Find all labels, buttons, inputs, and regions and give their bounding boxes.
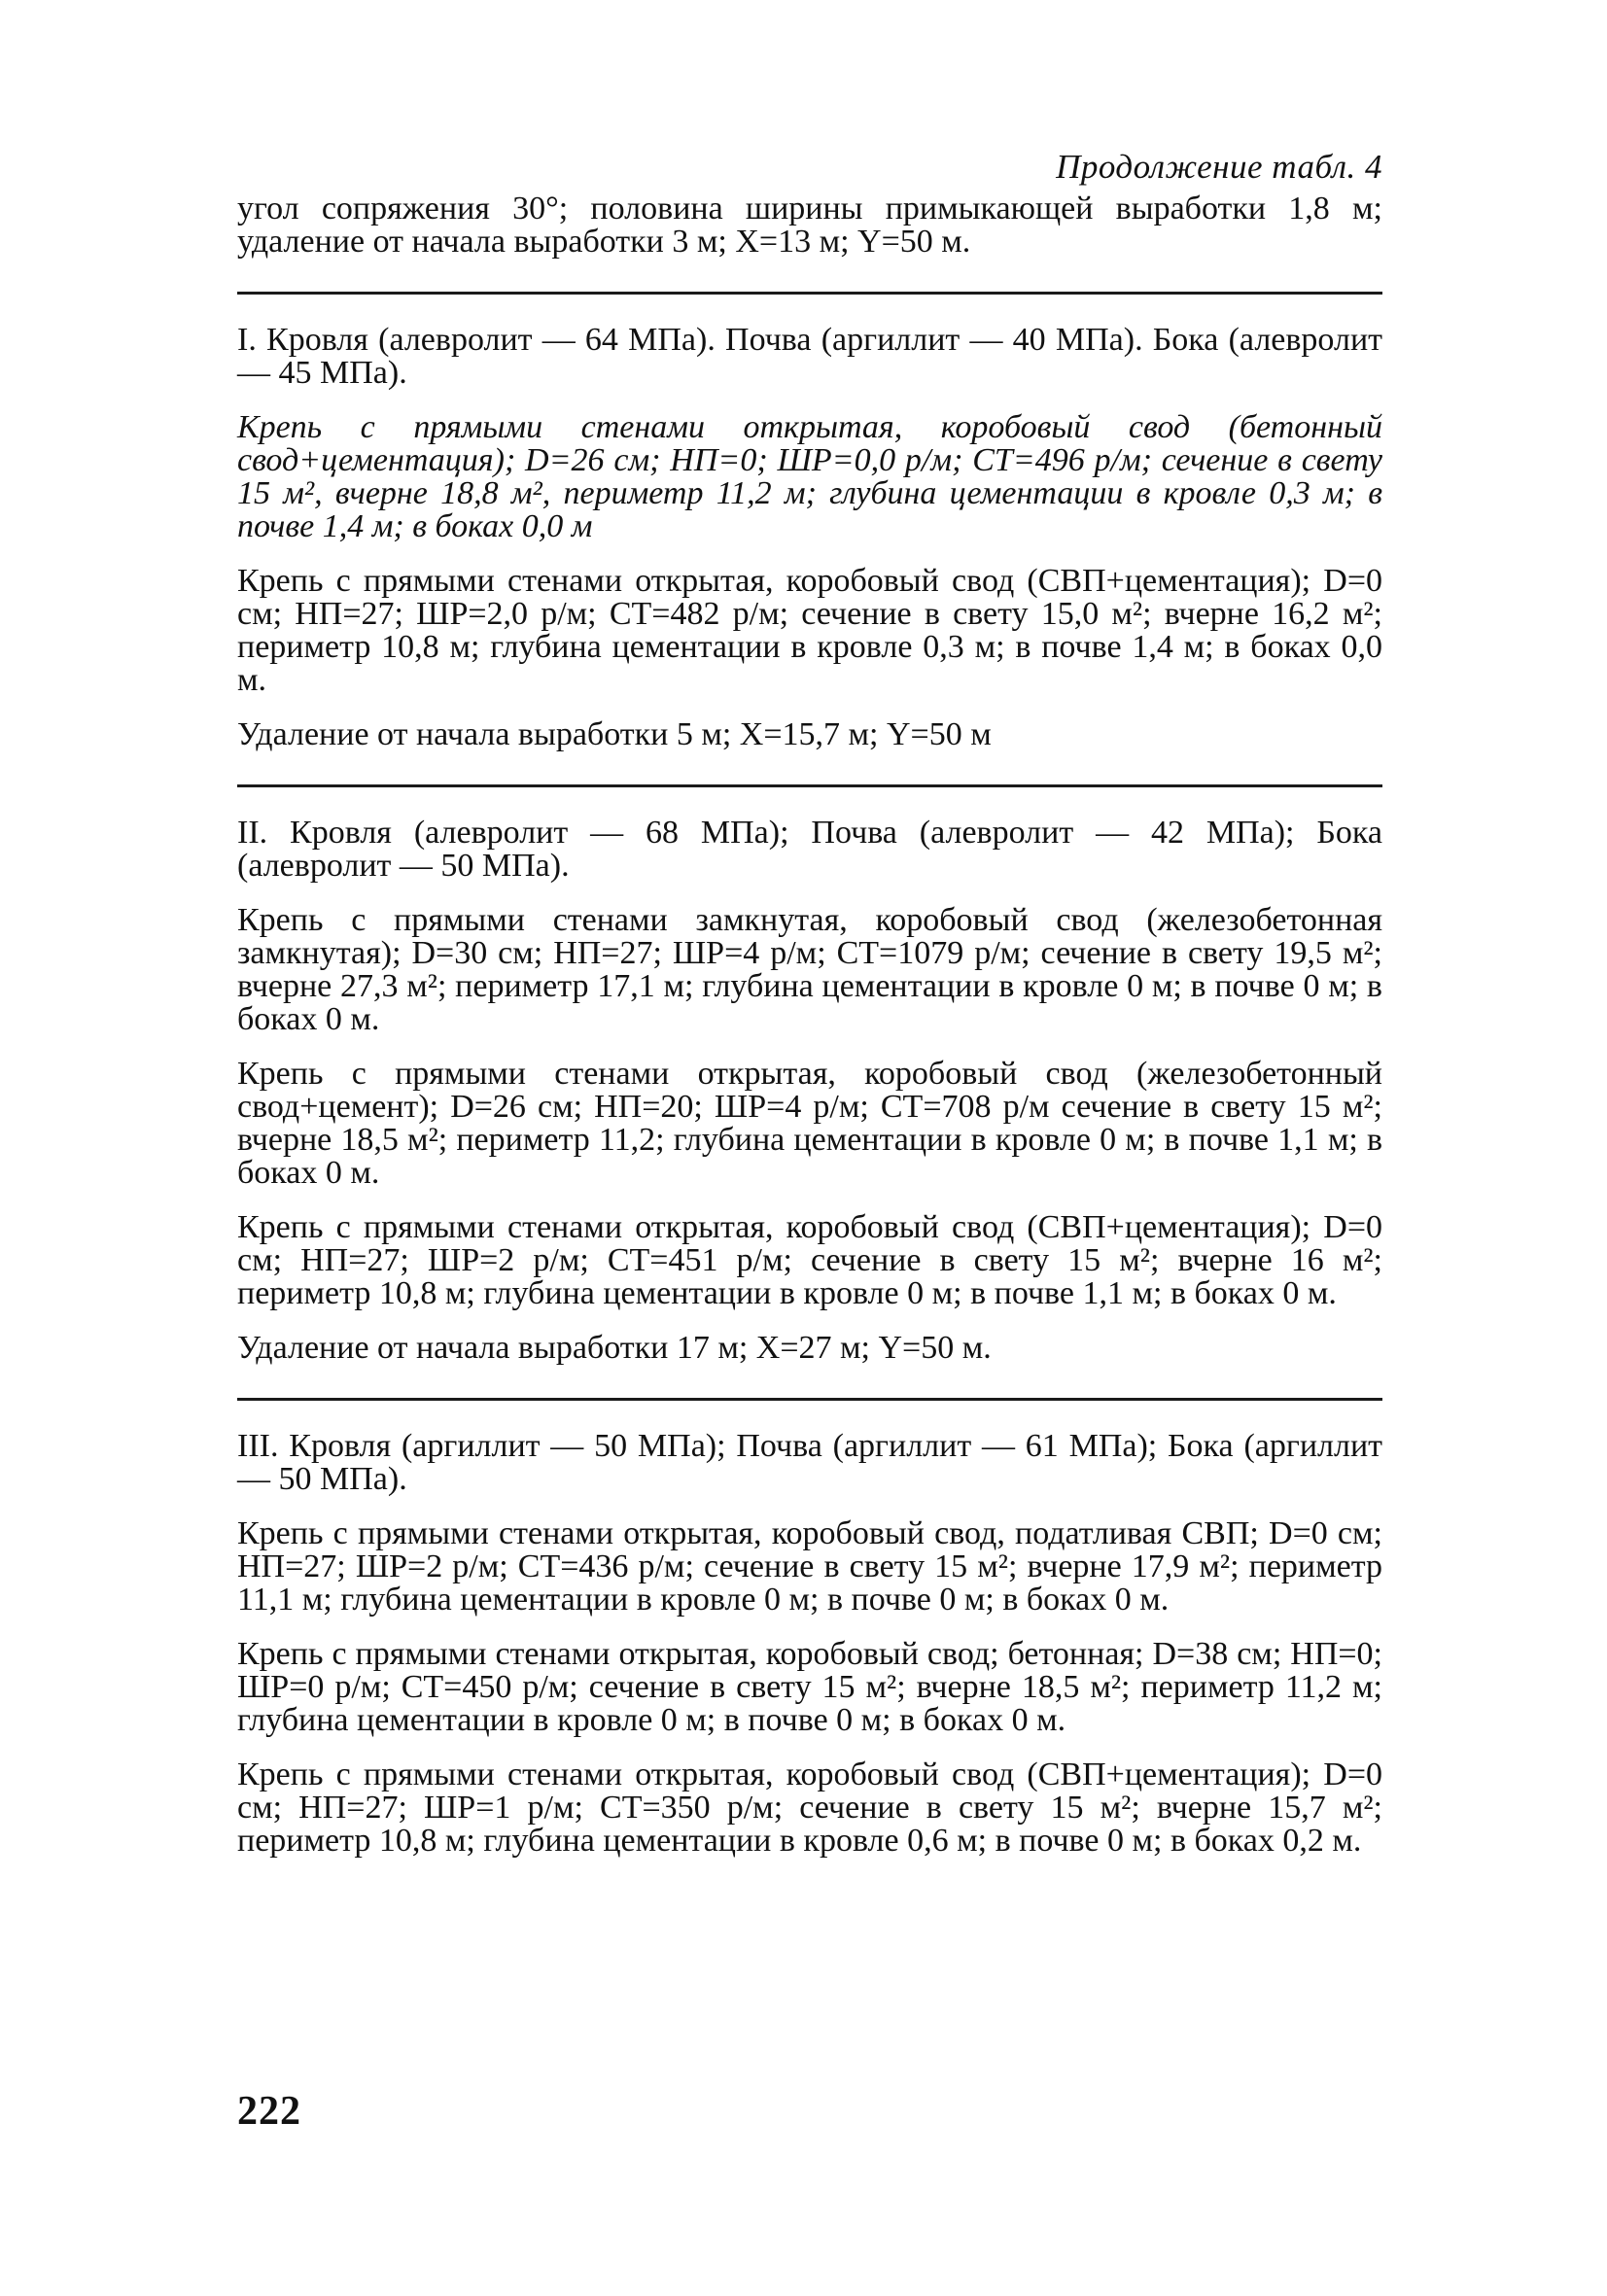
section-divider (237, 292, 1382, 295)
table-continuation-label: Продолжение табл. 4 (1056, 148, 1382, 186)
support-option: Крепь с прямыми стенами открытая, коробовый свод (железобетонный свод+цемент); D=26 см; НП=20; ШР=4 р/м; СТ=708 р/м сечение в свету 15 м²; вчерне 18,5 м²; периметр 11,2; глубина цементации в кровле 0 м; в почве 1,1 м; в боках 0 м. (237, 1056, 1382, 1191)
section-3 (237, 1430, 1382, 1858)
section-2 (237, 817, 1382, 1365)
support-option: Крепь с прямыми стенами открытая, коробовый свод (СВП+цементация); D=0 см; НП=27; ШР=2 р/м; СТ=451 р/м; сечение в свету 15 м²; вчерне 16 м²; периметр 10,8 м; глубина цементации в кровле 0 м; в почве 1,1 м; в боках 0 м. (237, 1209, 1382, 1311)
distance-line: Удаление от начала выработки 17 м; X=27 м; Y=50 м. (237, 1330, 992, 1366)
intro-paragraph: угол сопряжения 30°; половина ширины примыкающей выработки 1,8 м; удаление от начала выработки 3 м; X=13 м; Y=50 м. (237, 191, 1382, 260)
section-1 (237, 324, 1382, 751)
section-heading: II. Кровля (алевролит — 68 МПа); Почва (алевролит — 42 МПа); Бока (алевролит — 50 МПа). (237, 815, 1382, 884)
section-divider (237, 1398, 1382, 1401)
support-option: Крепь с прямыми стенами открытая, коробовый свод; бетонная; D=38 см; НП=0; ШР=0 р/м; СТ=450 р/м; сечение в свету 15 м²; вчерне 18,5 м²; периметр 11,2 м; глубина цементации в кровле 0 м; в почве 0 м; в боках 0 м. (237, 1636, 1382, 1738)
page-content (237, 146, 1382, 1858)
support-option: Крепь с прямыми стенами открытая, коробовый свод (СВП+цементация); D=0 см; НП=27; ШР=2,0 р/м; СТ=482 р/м; сечение в свету 15,0 м²; вчерне 16,2 м²; периметр 10,8 м; глубина цементации в кровле 0,3 м; в почве 1,4 м; в боках 0,0 м. (237, 563, 1382, 698)
support-option: Крепь с прямыми стенами замкнутая, коробовый свод (железобетонная замкнутая); D=30 см; НП=27; ШР=4 р/м; СТ=1079 р/м; сечение в свету 19,5 м²; вчерне 27,3 м²; периметр 17,1 м; глубина цементации в кровле 0 м; в почве 0 м; в боках 0 м. (237, 902, 1382, 1037)
section-heading: III. Кровля (аргиллит — 50 МПа); Почва (аргиллит — 61 МПа); Бока (аргиллит — 50 МПа). (237, 1428, 1382, 1497)
support-option: Крепь с прямыми стенами открытая, коробовый свод (бетонный свод+цементация); D=26 см; НП=0; ШР=0,0 р/м; СТ=496 р/м; сечение в свету 15 м², вчерне 18,8 м², периметр 11,2 м; глубина цементации в кровле 0,3 м; в почве 1,4 м; в боках 0,0 м (237, 409, 1382, 544)
distance-line: Удаление от начала выработки 5 м; X=15,7 м; Y=50 м (237, 716, 992, 752)
page-number: 222 (237, 2089, 301, 2134)
section-divider (237, 784, 1382, 787)
support-option: Крепь с прямыми стенами открытая, коробовый свод (СВП+цементация); D=0 см; НП=27; ШР=1 р/м; СТ=350 р/м; сечение в свету 15 м²; вчерне 15,7 м²; периметр 10,8 м; глубина цементации в кровле 0,6 м; в почве 0 м; в боках 0,2 м. (237, 1757, 1382, 1859)
support-option: Крепь с прямыми стенами открытая, коробовый свод, податливая СВП; D=0 см; НП=27; ШР=2 р/м; СТ=436 р/м; сечение в свету 15 м²; вчерне 17,9 м²; периметр 11,1 м; глубина цементации в кровле 0 м; в почве 0 м; в боках 0 м. (237, 1515, 1382, 1618)
section-heading: I. Кровля (алевролит — 64 МПа). Почва (аргиллит — 40 МПа). Бока (алевролит — 45 МПа). (237, 322, 1382, 391)
